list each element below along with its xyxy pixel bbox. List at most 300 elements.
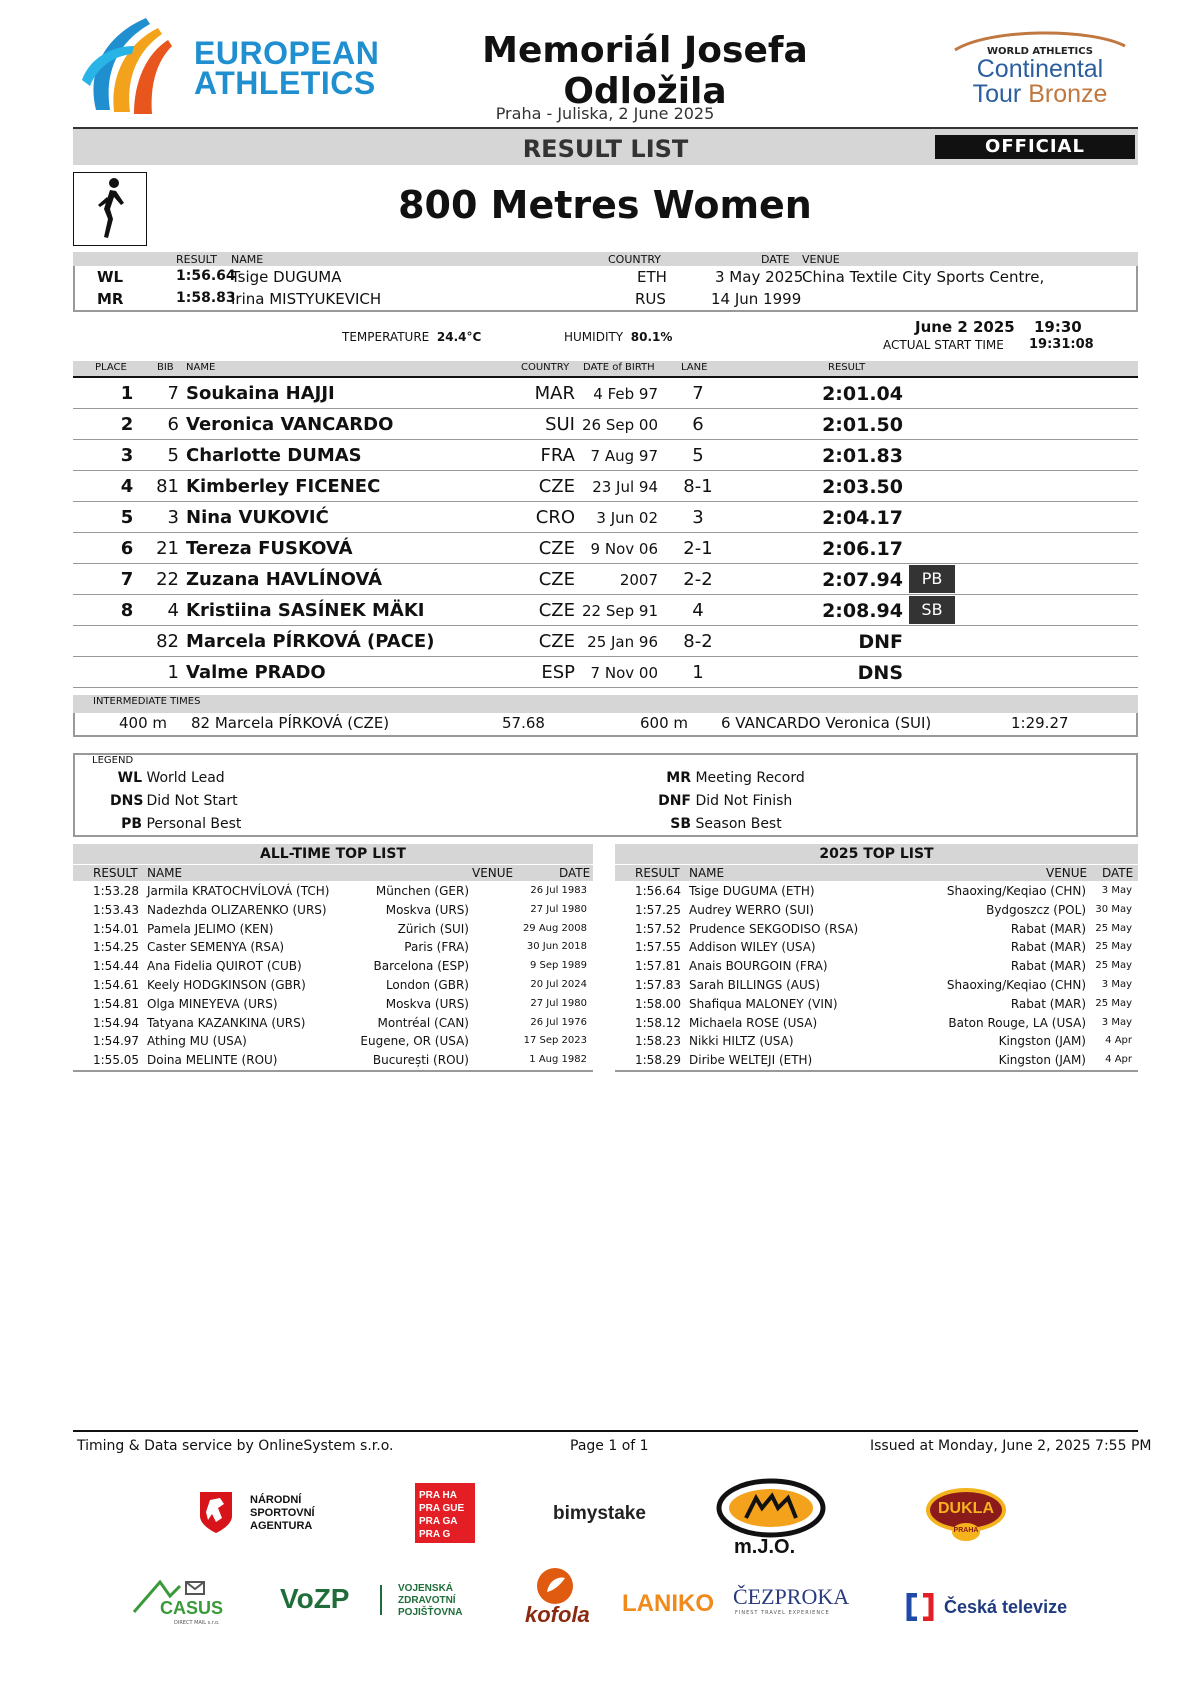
yeartop-venue: Rabat (MAR) bbox=[1010, 959, 1086, 974]
alltime-date: 1 Aug 1982 bbox=[529, 1054, 587, 1066]
footer-issued: Issued at Monday, June 2, 2025 7:55 PM bbox=[870, 1438, 1152, 1454]
result-time: DNS bbox=[857, 662, 903, 684]
mjo-runners-icon bbox=[716, 1478, 826, 1538]
alltime-row bbox=[73, 882, 593, 900]
year-header-result: RESULT bbox=[635, 866, 680, 880]
result-row bbox=[73, 626, 1138, 657]
result-country: CZE bbox=[538, 569, 575, 590]
results-header-lane: LANE bbox=[681, 362, 708, 373]
alltime-result: 1:53.43 bbox=[93, 902, 140, 917]
alltime-name: Athing MU (USA) bbox=[147, 1034, 247, 1049]
humidity bbox=[564, 330, 672, 344]
result-bib: 21 bbox=[156, 538, 179, 559]
result-row bbox=[73, 533, 1138, 564]
alltime-result: 1:54.61 bbox=[93, 978, 140, 992]
ea-logo-text bbox=[194, 35, 380, 101]
yeartop-result: 1:57.83 bbox=[635, 978, 682, 992]
vozp-logo: VoZP bbox=[280, 1583, 350, 1614]
yeartop-date: 25 May bbox=[1095, 922, 1132, 934]
alltime-name: Olga MINEYEVA (URS) bbox=[147, 996, 278, 1011]
result-name: Charlotte DUMAS bbox=[186, 445, 362, 466]
yeartop-name: Audrey WERRO (SUI) bbox=[689, 902, 815, 917]
dukla-text: DUKLA bbox=[938, 1500, 994, 1517]
result-record-badge: PB bbox=[909, 565, 955, 593]
alltime-name: Tatyana KAZANKINA (URS) bbox=[147, 1015, 306, 1030]
result-row bbox=[73, 502, 1138, 533]
alltime-date: 27 Jul 1980 bbox=[530, 997, 587, 1009]
split-athlete: 82 Marcela PÍRKOVÁ (CZE) bbox=[191, 714, 390, 732]
alltime-date: 27 Jul 1980 bbox=[530, 903, 587, 915]
actual-start-label: ACTUAL START TIME bbox=[883, 338, 1004, 352]
yeartop-result: 1:58.23 bbox=[635, 1034, 682, 1049]
result-place: 7 bbox=[120, 569, 134, 590]
alltime-result: 1:53.28 bbox=[93, 884, 140, 898]
praha-cell: PRA bbox=[419, 1516, 440, 1527]
yeartop-row bbox=[615, 957, 1138, 975]
yeartop-name: Michaela ROSE (USA) bbox=[689, 1015, 818, 1030]
praha-cell: HA bbox=[442, 1490, 457, 1501]
legend-item bbox=[110, 770, 225, 786]
results-header-name: NAME bbox=[186, 362, 216, 373]
records-header-date: DATE bbox=[761, 253, 790, 266]
result-time: DNF bbox=[858, 631, 903, 653]
legend-header bbox=[75, 753, 1136, 769]
yeartop-venue: Bydgoszcz (POL) bbox=[986, 902, 1086, 917]
casus-logo bbox=[130, 1576, 224, 1632]
records-header-result: RESULT bbox=[176, 253, 217, 266]
result-lane: 4 bbox=[692, 600, 704, 621]
legend-code: WL bbox=[117, 770, 142, 786]
results-header-dob: DATE of BIRTH bbox=[583, 362, 655, 373]
alltime-header-date: DATE bbox=[559, 866, 591, 880]
record-country: RUS bbox=[635, 290, 666, 308]
praha-cell: PRA bbox=[419, 1503, 440, 1514]
alltime-date: 30 Jun 2018 bbox=[526, 941, 587, 953]
yeartop-result: 1:58.00 bbox=[635, 996, 682, 1011]
yeartop-result: 1:57.52 bbox=[635, 921, 682, 936]
record-country: ETH bbox=[637, 268, 667, 286]
ea-logo-line2: ATHLETICS bbox=[194, 65, 376, 101]
alltime-row bbox=[73, 1032, 593, 1050]
yeartop-result: 1:58.12 bbox=[635, 1015, 682, 1030]
alltime-name: Pamela JELIMO (KEN) bbox=[147, 921, 274, 936]
cezproka-text: ČEZPROKA bbox=[733, 1584, 850, 1609]
results-header-place: PLACE bbox=[95, 362, 127, 373]
result-name: Veronica VANCARDO bbox=[186, 414, 394, 435]
meeting-title: Memoriál Josefa Odložila bbox=[482, 30, 808, 112]
casus-text: CASUS bbox=[160, 1598, 224, 1618]
footer-divider bbox=[73, 1430, 1138, 1432]
yeartop-date: 25 May bbox=[1095, 997, 1132, 1009]
result-dob: 9 Nov 06 bbox=[590, 540, 658, 558]
result-country: ESP bbox=[541, 662, 575, 683]
intermediate-header bbox=[73, 695, 1138, 713]
yeartop-name: Diribe WELTEJI (ETH) bbox=[689, 1053, 813, 1068]
czech-lion-icon bbox=[198, 1490, 234, 1534]
records-header-name: NAME bbox=[231, 253, 264, 266]
start-date: June 2 2025 bbox=[915, 318, 1015, 336]
meeting-place-date: Praha - Juliska, 2 June 2025 bbox=[495, 104, 715, 123]
result-row bbox=[73, 409, 1138, 440]
mjo-logo bbox=[716, 1478, 826, 1558]
alltime-name: Nadezhda OLIZARENKO (URS) bbox=[147, 902, 327, 917]
legend-code: DNS bbox=[110, 793, 144, 809]
alltime-result: 1:54.81 bbox=[93, 996, 140, 1011]
humidity-value: 80.1% bbox=[630, 330, 673, 344]
humidity-label: HUMIDITY bbox=[564, 330, 624, 344]
result-place: 5 bbox=[120, 507, 134, 528]
year-header bbox=[615, 865, 1138, 881]
result-place: 8 bbox=[120, 600, 134, 621]
result-country: CRO bbox=[535, 507, 575, 528]
alltime-date: 26 Jul 1976 bbox=[530, 1016, 587, 1028]
results-header-bib: BIB bbox=[157, 362, 174, 373]
legend-item bbox=[110, 816, 241, 832]
yeartop-row bbox=[615, 1032, 1138, 1050]
vozp-line: VOJENSKÁ bbox=[398, 1583, 454, 1594]
yeartop-date: 25 May bbox=[1095, 941, 1132, 953]
alltime-venue: London (GBR) bbox=[385, 978, 469, 992]
alltime-date: 26 Jul 1983 bbox=[530, 885, 587, 896]
yeartop-row bbox=[615, 920, 1138, 938]
legend-text: Did Not Finish bbox=[695, 793, 793, 809]
nsa-logo bbox=[198, 1490, 338, 1536]
yeartop-row bbox=[615, 938, 1138, 956]
praha-logo bbox=[415, 1483, 475, 1543]
yeartop-venue: Shaoxing/Keqiao (CHN) bbox=[946, 884, 1086, 898]
result-lane: 1 bbox=[692, 662, 704, 683]
alltime-venue: Eugene, OR (USA) bbox=[360, 1034, 469, 1049]
result-dob: 25 Jan 96 bbox=[587, 633, 658, 651]
result-name: Kristiina SASÍNEK MÄKI bbox=[186, 600, 425, 621]
alltime-header bbox=[73, 865, 593, 881]
alltime-row bbox=[73, 920, 593, 938]
yeartop-date: 30 May bbox=[1095, 903, 1132, 915]
yeartop-date: 3 May bbox=[1101, 885, 1132, 896]
footer-timing: Timing & Data service by OnlineSystem s.r.o. bbox=[77, 1438, 394, 1454]
result-bib: 4 bbox=[167, 600, 179, 621]
yeartop-row bbox=[615, 1014, 1138, 1032]
kofola-leaf-icon bbox=[535, 1566, 575, 1606]
alltime-top-list bbox=[73, 844, 593, 1072]
result-bib: 22 bbox=[156, 569, 179, 590]
temperature-label: TEMPERATURE bbox=[342, 330, 430, 344]
records-header-country: COUNTRY bbox=[608, 253, 661, 266]
result-name: Kimberley FICENEC bbox=[186, 476, 381, 497]
result-name: Soukaina HAJJI bbox=[186, 383, 335, 404]
ct-bracket-icon bbox=[905, 1593, 935, 1621]
result-lane: 2-2 bbox=[683, 569, 713, 590]
result-place: 2 bbox=[120, 414, 134, 435]
alltime-name: Jarmila KRATOCHVÍLOVÁ (TCH) bbox=[147, 884, 330, 898]
laniko-logo: LANIKO bbox=[622, 1590, 714, 1617]
legend-item bbox=[655, 770, 805, 786]
yeartop-row bbox=[615, 976, 1138, 994]
casus-subtext: DIRECT MAIL s.r.o. bbox=[174, 1620, 220, 1626]
year-header-date: DATE bbox=[1102, 866, 1134, 880]
tour-logo-line2: Continental bbox=[976, 55, 1104, 83]
temperature bbox=[342, 330, 481, 344]
year-header-venue: VENUE bbox=[1046, 866, 1088, 880]
praha-cell: PRA bbox=[419, 1490, 440, 1501]
alltime-row bbox=[73, 957, 593, 975]
result-country: MAR bbox=[534, 383, 575, 404]
result-bib: 5 bbox=[167, 445, 179, 466]
yeartop-result: 1:58.29 bbox=[635, 1053, 682, 1068]
results-header bbox=[73, 361, 1138, 378]
cezproka-subtext: FINEST TRAVEL EXPERIENCE bbox=[735, 1610, 830, 1616]
vozp-line: ZDRAVOTNÍ bbox=[398, 1595, 456, 1606]
result-lane: 3 bbox=[692, 507, 704, 528]
records-header bbox=[73, 252, 1138, 266]
result-lane: 8-2 bbox=[683, 631, 713, 652]
praha-line bbox=[419, 1515, 471, 1528]
yeartop-venue: Rabat (MAR) bbox=[1010, 996, 1086, 1011]
praha-cell: GA bbox=[442, 1516, 458, 1527]
yeartop-date: 25 May bbox=[1095, 960, 1132, 972]
praha-cell: GUE bbox=[442, 1503, 465, 1514]
alltime-name: Caster SEMENYA (RSA) bbox=[147, 940, 285, 955]
result-time: 2:01.50 bbox=[822, 414, 903, 436]
legend-text: Season Best bbox=[695, 816, 782, 832]
result-bib: 1 bbox=[167, 662, 179, 683]
yeartop-row bbox=[615, 882, 1138, 900]
alltime-venue: Paris (FRA) bbox=[404, 940, 469, 955]
ea-logo-line1: EUROPEAN bbox=[194, 35, 380, 71]
record-date: 3 May 2025 bbox=[715, 268, 804, 286]
yeartop-venue: Rabat (MAR) bbox=[1010, 940, 1086, 955]
alltime-row bbox=[73, 938, 593, 956]
alltime-venue: Moskva (URS) bbox=[385, 996, 469, 1011]
result-name: Marcela PÍRKOVÁ (PACE) bbox=[186, 631, 435, 652]
alltime-date: 9 Sep 1989 bbox=[529, 960, 587, 972]
result-row bbox=[73, 440, 1138, 471]
result-bib: 7 bbox=[167, 383, 179, 404]
result-country: CZE bbox=[538, 476, 575, 497]
legend-item bbox=[655, 816, 782, 832]
result-dob: 4 Feb 97 bbox=[593, 385, 658, 403]
alltime-venue: Moskva (URS) bbox=[385, 902, 469, 917]
result-dob: 22 Sep 91 bbox=[582, 602, 658, 620]
result-list-title: RESULT LIST bbox=[522, 135, 689, 163]
alltime-name: Doina MELINTE (ROU) bbox=[147, 1053, 278, 1068]
result-row bbox=[73, 564, 1138, 595]
cezproka-logo bbox=[733, 1584, 883, 1620]
yeartop-date: 3 May bbox=[1101, 1016, 1132, 1028]
nsa-text bbox=[250, 1494, 315, 1533]
result-dob: 26 Sep 00 bbox=[582, 416, 658, 434]
event-title: 800 Metres Women bbox=[398, 183, 812, 227]
yeartop-name: Nikki HILTZ (USA) bbox=[689, 1034, 794, 1049]
yeartop-venue: Kingston (JAM) bbox=[998, 1053, 1086, 1068]
yeartop-date: 3 May bbox=[1101, 979, 1132, 990]
record-code: MR bbox=[97, 290, 124, 308]
bimystake-logo: bimystake bbox=[553, 1503, 646, 1524]
yeartop-venue: Rabat (MAR) bbox=[1010, 921, 1086, 936]
ct-mark-icon bbox=[905, 1593, 935, 1621]
legend-code: MR bbox=[666, 770, 691, 786]
tour-logo-line1: WORLD ATHLETICS bbox=[986, 46, 1093, 57]
result-dob: 2007 bbox=[619, 571, 658, 589]
yeartop-name: Shafiqua MALONEY (VIN) bbox=[689, 996, 838, 1011]
result-place: 1 bbox=[120, 383, 134, 404]
alltime-venue: Zürich (SUI) bbox=[397, 921, 469, 936]
record-name: Tsige DUGUMA bbox=[231, 268, 342, 286]
result-name: Tereza FUSKOVÁ bbox=[186, 538, 353, 559]
yeartop-name: Prudence SEKGODISO (RSA) bbox=[689, 921, 859, 936]
nsa-line: NÁRODNÍ bbox=[250, 1494, 302, 1506]
intermediate-label: INTERMEDIATE TIMES bbox=[93, 696, 201, 707]
temperature-value: 24.4°C bbox=[436, 330, 482, 344]
result-dob: 7 Nov 00 bbox=[590, 664, 658, 682]
yeartop-result: 1:57.25 bbox=[635, 902, 682, 917]
yeartop-name: Sarah BILLINGS (AUS) bbox=[689, 978, 821, 992]
records-header-venue: VENUE bbox=[802, 253, 840, 266]
alltime-result: 1:54.44 bbox=[93, 959, 140, 974]
record-venue: China Textile City Sports Centre, bbox=[802, 268, 1045, 286]
result-row bbox=[73, 657, 1138, 688]
legend-code: SB bbox=[670, 816, 691, 832]
result-bib: 3 bbox=[167, 507, 179, 528]
yeartop-venue: Shaoxing/Keqiao (CHN) bbox=[946, 978, 1086, 992]
praha-cell: PRA bbox=[419, 1529, 440, 1540]
tour-logo-line3 bbox=[950, 82, 1130, 107]
year-top-list bbox=[615, 844, 1138, 1072]
result-time: 2:03.50 bbox=[822, 476, 903, 498]
runner-icon bbox=[74, 173, 146, 245]
yeartop-venue: Baton Rouge, LA (USA) bbox=[948, 1015, 1086, 1030]
praha-line bbox=[419, 1489, 471, 1502]
legend-text: Did Not Start bbox=[146, 793, 238, 809]
start-time: 19:30 bbox=[1034, 318, 1082, 336]
result-dob: 7 Aug 97 bbox=[590, 447, 658, 465]
tour-arc-icon bbox=[950, 26, 1130, 56]
nsa-line: AGENTURA bbox=[250, 1520, 313, 1532]
legend-item bbox=[110, 793, 238, 809]
result-row bbox=[73, 471, 1138, 502]
yeartop-result: 1:57.81 bbox=[635, 959, 682, 974]
result-bib: 6 bbox=[167, 414, 179, 435]
alltime-row bbox=[73, 995, 593, 1013]
yeartop-row bbox=[615, 901, 1138, 919]
result-country: SUI bbox=[545, 414, 575, 435]
alltime-result: 1:54.94 bbox=[93, 1015, 140, 1030]
alltime-header-result: RESULT bbox=[93, 866, 138, 880]
record-name: Irina MISTYUKEVICH bbox=[231, 290, 382, 308]
result-country: CZE bbox=[538, 538, 575, 559]
record-result: 1:56.64 bbox=[176, 268, 236, 284]
results-header-result: RESULT bbox=[828, 362, 866, 373]
vozp-line: POJIŠŤOVNA bbox=[398, 1607, 463, 1618]
kofola-text: kofola bbox=[525, 1602, 590, 1627]
result-name: Zuzana HAVLÍNOVÁ bbox=[186, 569, 383, 590]
record-row bbox=[75, 266, 1135, 288]
result-dob: 3 Jun 02 bbox=[596, 509, 658, 527]
result-place: 3 bbox=[120, 445, 134, 466]
split-time: 57.68 bbox=[502, 714, 545, 732]
result-time: 2:08.94 bbox=[822, 600, 903, 622]
footer-page: Page 1 of 1 bbox=[570, 1438, 649, 1454]
continental-tour-bronze-logo bbox=[950, 26, 1130, 116]
split-time: 1:29.27 bbox=[1011, 714, 1069, 732]
yeartop-row bbox=[615, 995, 1138, 1013]
tour-logo-word-bronze: Bronze bbox=[1028, 80, 1108, 108]
alltime-result: 1:54.25 bbox=[93, 940, 140, 955]
result-lane: 8-1 bbox=[683, 476, 713, 497]
alltime-result: 1:55.05 bbox=[93, 1053, 140, 1068]
kofola-logo bbox=[525, 1566, 591, 1642]
ea-swoosh-icon bbox=[76, 10, 186, 122]
tour-logo-word-tour: Tour bbox=[972, 80, 1022, 108]
legend-text: Meeting Record bbox=[695, 770, 805, 786]
result-country: CZE bbox=[538, 631, 575, 652]
alltime-venue: București (ROU) bbox=[372, 1053, 469, 1068]
nsa-line: SPORTOVNÍ bbox=[250, 1507, 315, 1519]
result-time: 2:04.17 bbox=[822, 507, 903, 529]
yeartop-result: 1:56.64 bbox=[635, 884, 682, 898]
vozp-divider bbox=[380, 1585, 382, 1615]
yeartop-name: Anais BOURGOIN (FRA) bbox=[689, 959, 828, 974]
alltime-row bbox=[73, 976, 593, 994]
legend-text: World Lead bbox=[146, 770, 225, 786]
result-place: 6 bbox=[120, 538, 134, 559]
legend-text: Personal Best bbox=[146, 816, 242, 832]
vozp-text bbox=[398, 1583, 462, 1619]
alltime-venue: Montréal (CAN) bbox=[377, 1015, 469, 1030]
praha-line bbox=[419, 1528, 471, 1541]
alltime-row bbox=[73, 901, 593, 919]
alltime-date: 20 Jul 2024 bbox=[530, 979, 587, 990]
legend-item bbox=[655, 793, 792, 809]
result-time: 2:07.94 bbox=[822, 569, 903, 591]
yeartop-name: Addison WILEY (USA) bbox=[689, 940, 816, 955]
record-row bbox=[75, 288, 1135, 310]
record-result: 1:58.83 bbox=[176, 290, 236, 306]
european-athletics-logo bbox=[76, 10, 380, 122]
yeartop-venue: Kingston (JAM) bbox=[998, 1034, 1086, 1049]
alltime-date: 29 Aug 2008 bbox=[522, 922, 587, 934]
alltime-result: 1:54.01 bbox=[93, 921, 140, 936]
legend-label: LEGEND bbox=[92, 755, 134, 766]
alltime-date: 17 Sep 2023 bbox=[523, 1035, 587, 1047]
yeartop-result: 1:57.55 bbox=[635, 940, 682, 955]
actual-start-time: 19:31:08 bbox=[1029, 337, 1094, 352]
result-row bbox=[73, 378, 1138, 409]
result-place: 4 bbox=[120, 476, 134, 497]
result-time: 2:01.83 bbox=[822, 445, 903, 467]
result-row bbox=[73, 595, 1138, 626]
yeartop-date: 4 Apr bbox=[1105, 1054, 1132, 1066]
legend-code: DNF bbox=[658, 793, 691, 809]
alltime-name: Keely HODGKINSON (GBR) bbox=[147, 978, 306, 992]
results-header-country: COUNTRY bbox=[521, 362, 570, 373]
record-code: WL bbox=[97, 268, 124, 286]
year-title: 2025 TOP LIST bbox=[615, 844, 1138, 864]
dukla-logo bbox=[924, 1484, 1008, 1542]
result-country: CZE bbox=[538, 600, 575, 621]
yeartop-date: 4 Apr bbox=[1105, 1035, 1132, 1047]
record-date: 14 Jun 1999 bbox=[711, 290, 802, 308]
alltime-name: Ana Fidelia QUIROT (CUB) bbox=[147, 959, 302, 974]
result-record-badge: SB bbox=[909, 596, 955, 624]
result-name: Nina VUKOVIĆ bbox=[186, 507, 329, 528]
result-bib: 82 bbox=[156, 631, 179, 652]
mjo-text: m.J.O. bbox=[734, 1536, 796, 1558]
result-time: 2:01.04 bbox=[822, 383, 903, 405]
alltime-title: ALL-TIME TOP LIST bbox=[73, 844, 593, 864]
official-badge: OFFICIAL bbox=[935, 135, 1135, 159]
alltime-venue: München (GER) bbox=[375, 884, 469, 898]
